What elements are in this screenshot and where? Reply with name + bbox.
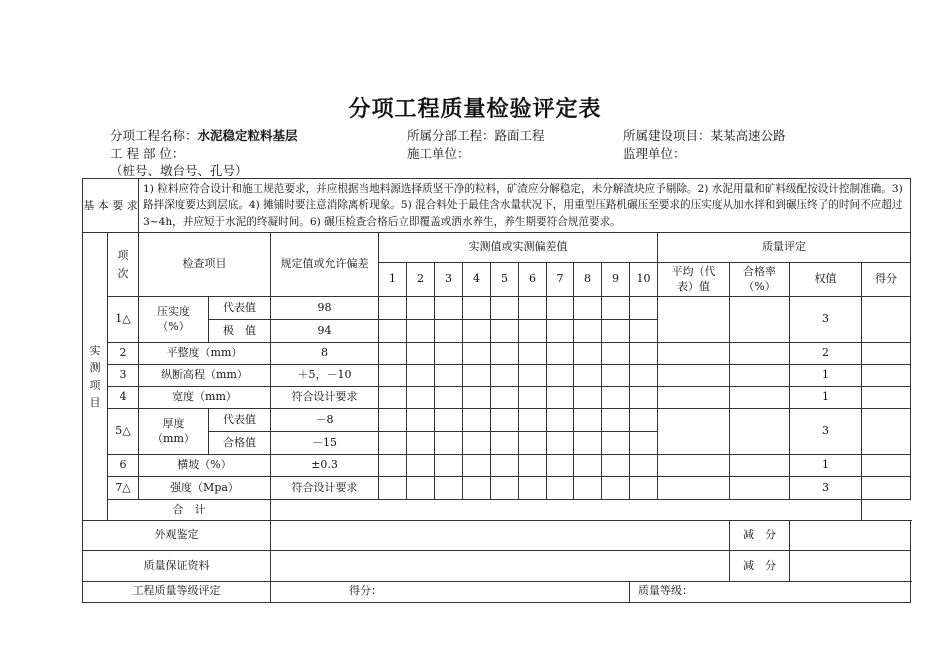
total-label: 合 计 <box>108 500 271 521</box>
grade-eval-label: 工程质量等级评定 <box>83 581 271 602</box>
contractor-label: 施工单位： <box>407 146 470 161</box>
measure-cell[interactable] <box>519 432 547 455</box>
measure-cell[interactable] <box>630 409 658 432</box>
measure-cell[interactable] <box>407 343 435 365</box>
item-no: 2 <box>108 343 139 365</box>
measure-cell[interactable] <box>379 409 407 432</box>
measured-items-label: 实 测 项 目 <box>83 233 108 521</box>
measure-cell[interactable] <box>602 432 630 455</box>
measure-cell[interactable] <box>602 297 630 320</box>
item-weight: 3 <box>790 297 862 343</box>
item-spec: －8 <box>271 409 379 432</box>
measure-cell[interactable] <box>574 320 602 343</box>
table-row <box>83 387 911 409</box>
basic-requirements-label: 基 本 要 求 <box>83 179 139 233</box>
item-sub-label: 代表值 <box>209 409 271 432</box>
measure-cell[interactable] <box>463 343 491 365</box>
item-spec: －15 <box>271 432 379 455</box>
col-header-8: 8 <box>574 263 602 297</box>
measure-cell[interactable] <box>491 343 519 365</box>
score-cell[interactable] <box>862 477 911 500</box>
table-header-row <box>83 233 911 263</box>
measure-cell[interactable] <box>379 343 407 365</box>
item-sub-label: 代表值 <box>209 297 271 320</box>
part-note: （桩号、墩台号、孔号） <box>110 163 248 178</box>
measure-cell[interactable] <box>435 409 463 432</box>
measure-cell[interactable] <box>379 387 407 409</box>
col-header-6: 6 <box>519 263 547 297</box>
measure-cell[interactable] <box>630 343 658 365</box>
measure-cell[interactable] <box>519 365 547 387</box>
measure-cell[interactable] <box>547 320 574 343</box>
supervisor-label: 监理单位： <box>623 146 686 161</box>
measure-cell[interactable] <box>491 320 519 343</box>
item-weight: 1 <box>790 365 862 387</box>
pass-rate-cell[interactable] <box>730 365 790 387</box>
item-weight: 2 <box>790 343 862 365</box>
col-header-2: 2 <box>407 263 435 297</box>
measure-cell[interactable] <box>491 387 519 409</box>
measure-cell[interactable] <box>463 365 491 387</box>
table-row <box>83 477 911 500</box>
measure-cell[interactable] <box>547 409 574 432</box>
pass-rate-cell[interactable] <box>730 297 790 343</box>
item-name: 强度（Mpa） <box>139 477 271 500</box>
measure-cell[interactable] <box>435 387 463 409</box>
measure-cell[interactable] <box>602 455 630 477</box>
measure-cell[interactable] <box>491 455 519 477</box>
item-no: 6 <box>108 455 139 477</box>
col-header-7: 7 <box>547 263 574 297</box>
table-row <box>83 409 911 432</box>
item-weight: 3 <box>790 409 862 455</box>
appearance-deduct-value[interactable] <box>790 521 911 551</box>
item-name: 厚度（mm） <box>139 409 209 455</box>
average-cell[interactable] <box>658 387 730 409</box>
measure-cell[interactable] <box>463 432 491 455</box>
sub-project-label: 所属分部工程： <box>407 128 495 143</box>
measure-cell[interactable] <box>574 297 602 320</box>
measure-cell[interactable] <box>463 320 491 343</box>
header-average: 平均（代表）值 <box>658 263 730 297</box>
score-cell[interactable] <box>862 297 911 343</box>
measure-cell[interactable] <box>547 343 574 365</box>
average-cell[interactable] <box>658 297 730 343</box>
pass-rate-cell[interactable] <box>730 343 790 365</box>
measure-cell[interactable] <box>574 409 602 432</box>
measure-cell[interactable] <box>630 387 658 409</box>
measure-cell[interactable] <box>491 432 519 455</box>
item-weight: 1 <box>790 387 862 409</box>
header-check-item: 检查项目 <box>139 233 271 297</box>
measure-cell[interactable] <box>574 343 602 365</box>
item-no: 5△ <box>108 409 139 455</box>
table-row <box>83 455 911 477</box>
item-name: 宽度（mm） <box>139 387 271 409</box>
measure-cell[interactable] <box>630 320 658 343</box>
sub-project-field <box>407 126 545 144</box>
quality-docs-deduct-label: 减 分 <box>730 551 790 581</box>
measure-cell[interactable] <box>574 432 602 455</box>
table-row <box>83 343 911 365</box>
appearance-label: 外观鉴定 <box>83 521 271 551</box>
measure-cell[interactable] <box>379 455 407 477</box>
measure-cell[interactable] <box>519 409 547 432</box>
measure-cell[interactable] <box>630 455 658 477</box>
measure-cell[interactable] <box>379 432 407 455</box>
table-row <box>83 297 911 320</box>
measure-cell[interactable] <box>630 477 658 500</box>
measure-cell[interactable] <box>519 297 547 320</box>
col-header-10: 10 <box>630 263 658 297</box>
col-header-4: 4 <box>463 263 491 297</box>
measure-cell[interactable] <box>547 387 574 409</box>
project-name-label: 分项工程名称： <box>110 128 198 143</box>
header-quality-eval: 质量评定 <box>658 233 911 263</box>
measure-cell[interactable] <box>435 477 463 500</box>
item-spec: 8 <box>271 343 379 365</box>
item-name: 压实度（%） <box>139 297 209 343</box>
col-header-9: 9 <box>602 263 630 297</box>
header-pass-rate: 合格率（%） <box>730 263 790 297</box>
measure-cell[interactable] <box>463 387 491 409</box>
appearance-value[interactable] <box>271 521 730 551</box>
measure-cell[interactable] <box>547 365 574 387</box>
score-cell[interactable] <box>862 365 911 387</box>
item-spec: 98 <box>271 297 379 320</box>
measure-cell[interactable] <box>519 477 547 500</box>
score-cell[interactable] <box>862 387 911 409</box>
construction-project-field <box>623 126 786 144</box>
measure-cell[interactable] <box>435 297 463 320</box>
quality-docs-value[interactable] <box>271 551 730 581</box>
quality-docs-row <box>83 551 911 581</box>
measure-cell[interactable] <box>602 409 630 432</box>
measure-cell[interactable] <box>463 297 491 320</box>
measure-cell[interactable] <box>379 297 407 320</box>
grade-score-label: 得分： <box>271 581 630 602</box>
project-name-value: 水泥稳定粒料基层 <box>197 128 298 143</box>
total-row <box>83 500 911 521</box>
evaluation-table <box>82 178 911 603</box>
measure-cell[interactable] <box>602 477 630 500</box>
item-spec: ＋5，－10 <box>271 365 379 387</box>
table-row <box>83 365 911 387</box>
header-score: 得分 <box>862 263 911 297</box>
pass-rate-cell[interactable] <box>730 387 790 409</box>
construction-project-value: 某某高速公路 <box>710 128 786 143</box>
pass-rate-cell[interactable] <box>730 409 790 455</box>
item-weight: 3 <box>790 477 862 500</box>
measure-cell[interactable] <box>463 455 491 477</box>
basic-requirements-text: 1) 粒料应符合设计和施工规范要求，并应根据当地料源选择质坚干净的粒料，矿渣应分解稳定，未分解渣块应予剔除。2) 水泥用量和矿料级配按设计控制准确。3) 路拌深度要达到层底。4) 摊铺时要注意消除离析现象。5) 混合料处于最佳含水量状况下，用重型压路机碾压至要求的压实度从加水拌和到碾压终了的时间不应超过 3~4h，并应短于水泥的终凝时间。6) 碾压检查合格后立即覆盖或洒水养生，养生期要符合规范要求。 <box>139 179 911 233</box>
measure-cell[interactable] <box>379 320 407 343</box>
measure-cell[interactable] <box>379 365 407 387</box>
measure-cell[interactable] <box>602 387 630 409</box>
grade-eval-row <box>83 581 911 602</box>
total-value-cell[interactable] <box>271 500 862 521</box>
header-item-no: 项 次 <box>108 233 139 297</box>
measure-cell[interactable] <box>407 320 435 343</box>
measure-cell[interactable] <box>407 387 435 409</box>
col-header-3: 3 <box>435 263 463 297</box>
item-no: 1△ <box>108 297 139 343</box>
average-cell[interactable] <box>658 409 730 455</box>
measure-cell[interactable] <box>435 320 463 343</box>
header-measured-values: 实测值或实测偏差值 <box>379 233 658 263</box>
measure-cell[interactable] <box>407 297 435 320</box>
measure-cell[interactable] <box>630 365 658 387</box>
measure-cell[interactable] <box>574 365 602 387</box>
page-title: 分项工程质量检验评定表 <box>348 96 602 122</box>
item-spec: 符合设计要求 <box>271 477 379 500</box>
measure-cell[interactable] <box>491 297 519 320</box>
measure-cell[interactable] <box>407 432 435 455</box>
measure-cell[interactable] <box>407 365 435 387</box>
measure-cell[interactable] <box>435 455 463 477</box>
grade-level-label: 质量等级： <box>630 581 911 602</box>
item-no: 3 <box>108 365 139 387</box>
col-header-1: 1 <box>379 263 407 297</box>
average-cell[interactable] <box>658 477 730 500</box>
measure-cell[interactable] <box>435 432 463 455</box>
measure-cell[interactable] <box>630 432 658 455</box>
measure-cell[interactable] <box>630 297 658 320</box>
pass-rate-cell[interactable] <box>730 455 790 477</box>
measure-cell[interactable] <box>547 477 574 500</box>
item-no: 7△ <box>108 477 139 500</box>
measure-cell[interactable] <box>435 365 463 387</box>
quality-docs-label: 质量保证资料 <box>83 551 271 581</box>
sub-project-value: 路面工程 <box>494 128 545 143</box>
basic-requirements-row <box>83 179 911 233</box>
item-name: 平整度（mm） <box>139 343 271 365</box>
measure-cell[interactable] <box>491 477 519 500</box>
construction-project-label: 所属建设项目： <box>623 128 711 143</box>
score-cell[interactable] <box>862 343 911 365</box>
item-spec: ±0.3 <box>271 455 379 477</box>
score-cell[interactable] <box>862 455 911 477</box>
appearance-row <box>83 521 911 551</box>
measure-cell[interactable] <box>407 455 435 477</box>
quality-docs-deduct-value[interactable] <box>790 551 911 581</box>
item-spec: 符合设计要求 <box>271 387 379 409</box>
measure-cell[interactable] <box>547 455 574 477</box>
col-header-5: 5 <box>491 263 519 297</box>
item-sub-label: 合格值 <box>209 432 271 455</box>
measure-cell[interactable] <box>602 320 630 343</box>
average-cell[interactable] <box>658 343 730 365</box>
measure-cell[interactable] <box>379 477 407 500</box>
header-spec: 规定值或允许偏差 <box>271 233 379 297</box>
measure-cell[interactable] <box>574 455 602 477</box>
measure-cell[interactable] <box>435 343 463 365</box>
item-name: 纵断高程（mm） <box>139 365 271 387</box>
measure-cell[interactable] <box>547 432 574 455</box>
measure-cell[interactable] <box>602 343 630 365</box>
measure-cell[interactable] <box>491 409 519 432</box>
project-name-field <box>110 126 298 144</box>
measure-cell[interactable] <box>463 477 491 500</box>
measure-cell[interactable] <box>574 477 602 500</box>
item-weight: 1 <box>790 455 862 477</box>
score-cell[interactable] <box>862 409 911 455</box>
measure-cell[interactable] <box>602 365 630 387</box>
item-no: 4 <box>108 387 139 409</box>
item-sub-label: 极 值 <box>209 320 271 343</box>
measure-cell[interactable] <box>519 387 547 409</box>
measure-cell[interactable] <box>463 409 491 432</box>
measure-cell[interactable] <box>491 365 519 387</box>
pass-rate-cell[interactable] <box>730 477 790 500</box>
measure-cell[interactable] <box>547 297 574 320</box>
header-weight: 权值 <box>790 263 862 297</box>
average-cell[interactable] <box>658 365 730 387</box>
measure-cell[interactable] <box>519 343 547 365</box>
average-cell[interactable] <box>658 455 730 477</box>
measure-cell[interactable] <box>407 409 435 432</box>
appearance-deduct-label: 减 分 <box>730 521 790 551</box>
measure-cell[interactable] <box>519 320 547 343</box>
measure-cell[interactable] <box>407 477 435 500</box>
measure-cell[interactable] <box>519 455 547 477</box>
part-label: 工 程 部 位： <box>110 146 185 161</box>
item-spec: 94 <box>271 320 379 343</box>
measure-cell[interactable] <box>574 387 602 409</box>
item-name: 横坡（%） <box>139 455 271 477</box>
